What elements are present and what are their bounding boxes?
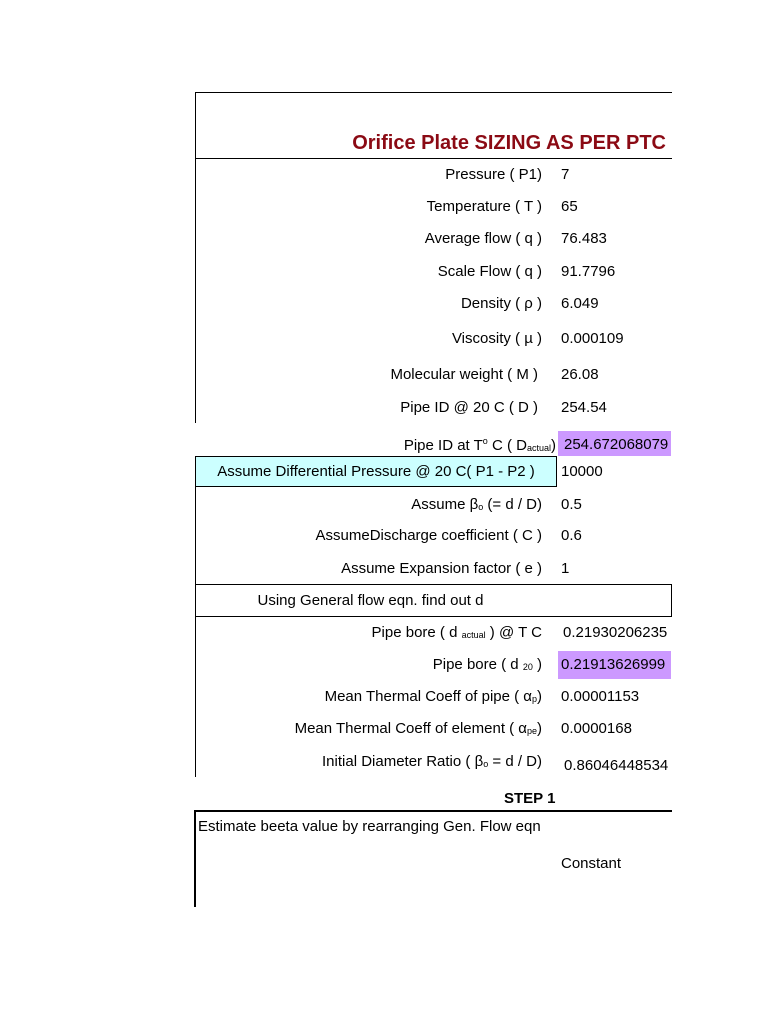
value-thermal-coeff-pipe[interactable]: 0.00001153: [561, 688, 640, 705]
value-expansion-factor[interactable]: 1: [561, 560, 570, 577]
step-heading: STEP 1: [504, 790, 556, 807]
label-pressure: Pressure ( P1): [445, 166, 542, 183]
label-assume-beta: [196, 496, 542, 513]
label-assume-beta-sub: o: [478, 502, 484, 512]
value-pipe-bore-20[interactable]: 0.21913626999: [561, 656, 666, 673]
label-assume-beta-end: (= d / D): [483, 496, 542, 513]
value-initial-diameter-ratio[interactable]: 0.86046448534: [564, 757, 669, 774]
value-discharge-coefficient[interactable]: 0.6: [561, 527, 582, 544]
label-pipe-id-actual-mid: C ( D: [487, 437, 527, 454]
label-discharge-coefficient: AssumeDischarge coefficient ( C ): [315, 527, 542, 544]
assume-differential-pressure-box: Assume Differential Pressure @ 20 C( P1 - P2 ): [195, 456, 557, 487]
value-molecular-weight[interactable]: 26.08: [561, 366, 599, 383]
label-initial-diameter-ratio-sub: o: [483, 759, 489, 769]
label-pipe-bore-actual-end: ) @ T C: [485, 624, 542, 641]
value-pressure[interactable]: 7: [561, 166, 570, 183]
label-thermal-coeff-element-sub: pe: [526, 726, 537, 736]
label-thermal-coeff-pipe: [196, 688, 542, 705]
left-border-bottom: [194, 810, 196, 907]
label-initial-diameter-ratio: [196, 753, 542, 770]
label-pipe-id-actual-main: Pipe ID at T: [403, 437, 483, 454]
value-pipe-id-actual[interactable]: 254.672068079: [564, 436, 669, 453]
label-thermal-coeff-element: [196, 720, 542, 737]
value-viscosity[interactable]: 0.000109: [561, 330, 624, 347]
label-thermal-coeff-pipe-main: Mean Thermal Coeff of pipe ( α: [324, 688, 532, 705]
label-pipe-id-actual-end: ): [551, 437, 556, 454]
label-thermal-coeff-pipe-sub: p: [531, 694, 537, 704]
label-thermal-coeff-element-main: Mean Thermal Coeff of element ( α: [294, 720, 527, 737]
value-thermal-coeff-element[interactable]: 0.0000168: [561, 720, 632, 737]
label-pipe-id-actual-sub: actual: [526, 443, 551, 453]
label-pipe-id-actual-sup: o: [482, 436, 488, 446]
label-assume-beta-main: Assume β: [411, 496, 479, 513]
label-initial-diameter-ratio-end: = d / D): [488, 753, 542, 770]
value-temperature[interactable]: 65: [561, 198, 578, 215]
top-border: [195, 92, 672, 93]
label-pipe-id-20c: Pipe ID @ 20 C ( D ): [400, 399, 538, 416]
label-pipe-bore-actual-main: Pipe bore ( d: [371, 624, 462, 641]
label-pipe-id-actual: [196, 436, 556, 454]
estimate-text: Estimate beeta value by rearranging Gen. Flow eqn: [198, 818, 541, 835]
value-density[interactable]: 6.049: [561, 295, 599, 312]
value-pipe-id-20c[interactable]: 254.54: [561, 399, 607, 416]
value-average-flow[interactable]: 76.483: [561, 230, 607, 247]
label-molecular-weight: Molecular weight ( M ): [390, 366, 538, 383]
title-underline: [195, 158, 672, 159]
label-pipe-bore-20-main: Pipe bore ( d: [432, 656, 523, 673]
page-title: Orifice Plate SIZING AS PER PTC: [352, 132, 666, 154]
label-temperature: Temperature ( T ): [426, 198, 542, 215]
label-thermal-coeff-element-end: ): [537, 720, 542, 737]
label-thermal-coeff-pipe-end: ): [537, 688, 542, 705]
value-pipe-bore-actual[interactable]: 0.21930206235: [563, 624, 668, 641]
general-flow-eqn-box: Using General flow eqn. find out d: [195, 584, 672, 617]
label-density: Density ( ρ ): [460, 295, 542, 312]
label-expansion-factor: Assume Expansion factor ( e ): [341, 560, 542, 577]
value-differential-pressure[interactable]: 10000: [561, 463, 603, 480]
value-scale-flow[interactable]: 91.7796: [561, 263, 616, 280]
label-pipe-bore-20-end: ): [532, 656, 542, 673]
label-average-flow: Average flow ( q ): [424, 230, 542, 247]
constant-label: Constant: [561, 855, 622, 872]
value-assume-beta[interactable]: 0.5: [561, 496, 582, 513]
label-pipe-bore-20-sub: 20: [522, 662, 533, 672]
step-divider: [195, 810, 672, 812]
label-viscosity: Viscosity ( µ ): [451, 330, 542, 347]
label-initial-diameter-ratio-main: Initial Diameter Ratio ( β: [322, 753, 484, 770]
label-scale-flow: Scale Flow ( q ): [437, 263, 542, 280]
label-pipe-bore-actual: [196, 624, 542, 641]
label-pipe-bore-actual-sub: actual: [461, 630, 486, 640]
label-pipe-bore-20: [196, 656, 542, 673]
